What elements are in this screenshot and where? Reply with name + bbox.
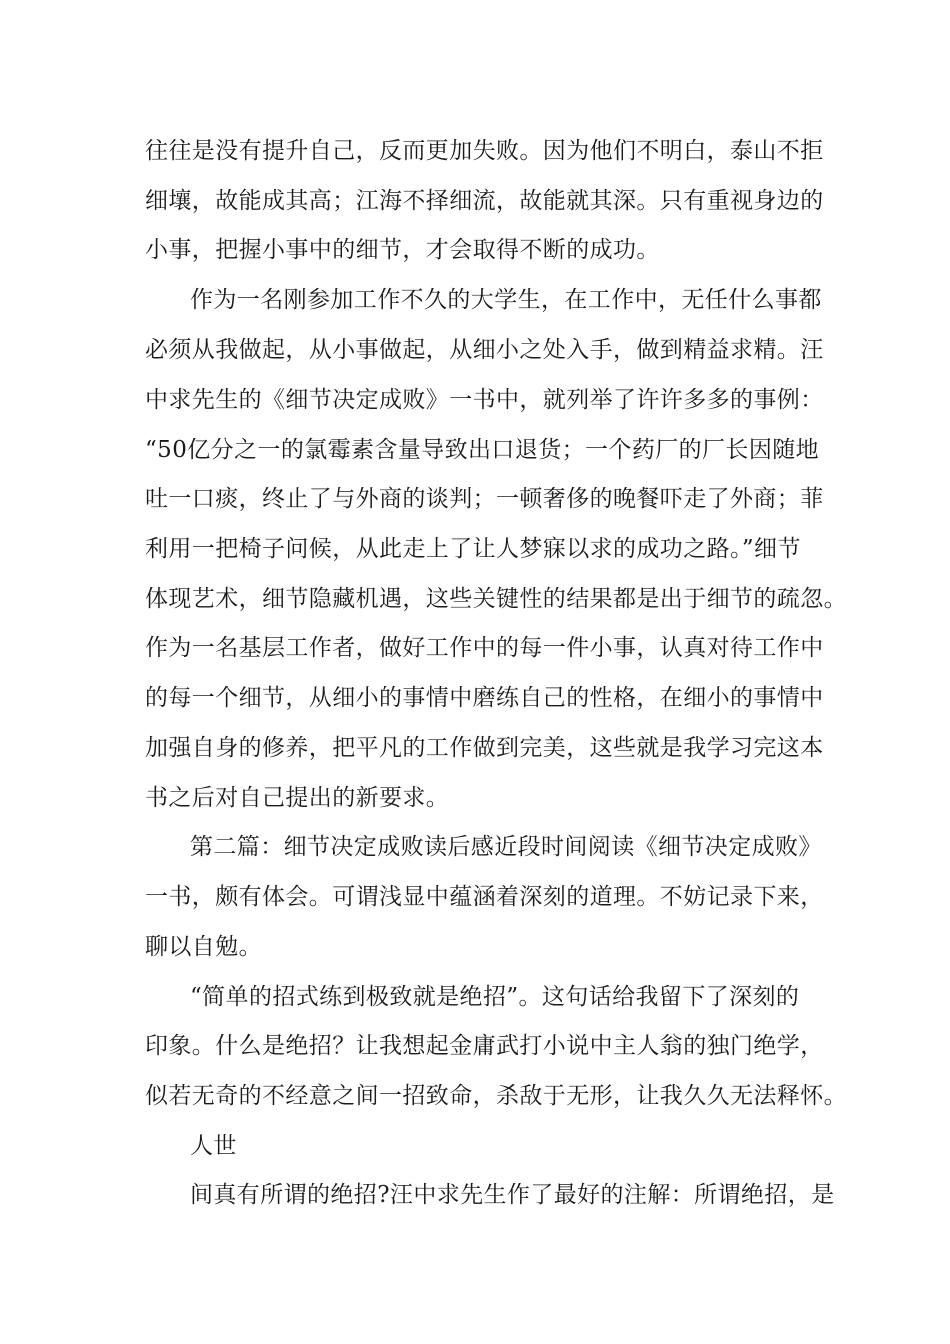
text-line: 聊以自勉。 bbox=[145, 934, 262, 960]
text-line: 小事，把握小事中的细节，才会取得不断的成功。 bbox=[145, 237, 660, 263]
text-line: 吐一口痰，终止了与外商的谈判；一顿奢侈的晚餐吓走了外商；菲 bbox=[145, 486, 824, 512]
text-line: 加强自身的修养，把平凡的工作做到完美，这些就是我学习完这本 bbox=[145, 735, 824, 761]
paragraph-first-line: 间真有所谓的绝招?汪中求先生作了最好的注解：所谓绝招，是 bbox=[190, 1182, 835, 1208]
text-line: “50亿分之一的氯霉素含量导致出口退货；一个药厂的厂长因随地 bbox=[145, 437, 820, 463]
paragraph-first-line: “简单的招式练到极致就是绝招”。这句话给我留下了深刻的 bbox=[190, 984, 800, 1010]
paragraph-first-line: 作为一名刚参加工作不久的大学生，在工作中，无任什么事都 bbox=[190, 287, 822, 313]
text-line: 细壤，故能成其高；江海不择细流，故能就其深。只有重视身边的 bbox=[145, 188, 824, 214]
text-line: 似若无奇的不经意之间一招致命，杀敌于无形，让我久久无法释怀。 bbox=[145, 1083, 847, 1109]
paragraph-first-line: 人世 bbox=[190, 1133, 237, 1159]
text-line: 书之后对自己提出的新要求。 bbox=[145, 785, 450, 811]
text-line: 利用一把椅子问候，从此走上了让人梦寐以求的成功之路。”细节 bbox=[145, 536, 801, 562]
text-line: 体现艺术，细节隐藏机遇，这些关键性的结果都是出于细节的疏忽。 bbox=[145, 586, 847, 612]
text-line: 印象。什么是绝招？让我想起金庸武打小说中主人翁的独门绝学， bbox=[145, 1033, 824, 1059]
text-line: 必须从我做起，从小事做起，从细小之处入手，做到精益求精。汪 bbox=[145, 337, 824, 363]
text-line: 作为一名基层工作者，做好工作中的每一件小事，认真对待工作中 bbox=[145, 635, 824, 661]
text-line: 一书，颇有体会。可谓浅显中蕴涵着深刻的道理。不妨记录下来， bbox=[145, 884, 824, 910]
text-line: 往往是没有提升自己，反而更加失败。因为他们不明白，泰山不拒 bbox=[145, 138, 824, 164]
text-line: 的每一个细节，从细小的事情中磨练自己的性格，在细小的事情中 bbox=[145, 685, 824, 711]
section-heading-line: 第二篇：细节决定成败读后感近段时间阅读《细节决定成败》 bbox=[190, 834, 822, 860]
text-line: 中求先生的《细节决定成败》一书中，就列举了许许多多的事例： bbox=[145, 387, 824, 413]
